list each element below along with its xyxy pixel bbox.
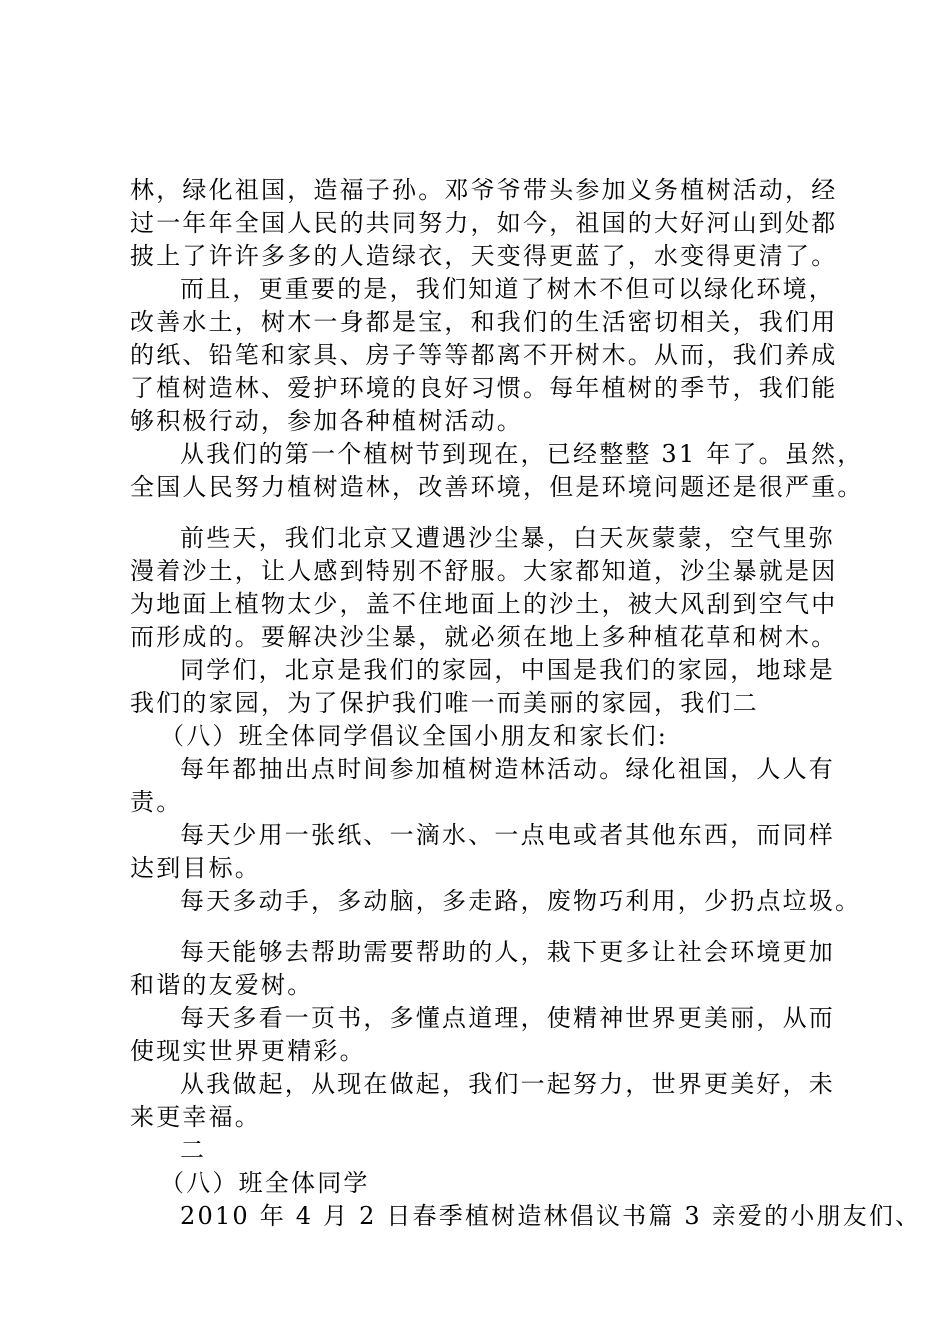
text-line: 林，绿化祖国，造福子孙。邓爷爷带头参加义务植树活动，经 — [130, 176, 838, 204]
text-line: （八）班全体同学倡议全国小朋友和家长们: — [160, 722, 669, 750]
text-line: 我们的家园，为了保护我们唯一而美丽的家园，我们二 — [130, 689, 759, 717]
text-line: 披上了许许多多的人造绿衣，天变得更蓝了，水变得更清了。 — [130, 242, 838, 270]
text-line: 过一年年全国人民的共同努力，如今，祖国的大好河山到处都 — [130, 209, 838, 237]
text-line: 使现实世界更精彩。 — [130, 1037, 366, 1065]
text-line: 的纸、铅笔和家具、房子等等都离不开树木。从而，我们养成 — [130, 341, 838, 369]
text-line: 前些天，我们北京又遭遇沙尘暴，白天灰蒙蒙，空气里弥 — [180, 524, 835, 552]
text-line: 同学们，北京是我们的家园，中国是我们的家园，地球是 — [180, 656, 835, 684]
text-line: 责。 — [130, 788, 183, 816]
text-line: 来更幸福。 — [130, 1103, 261, 1131]
text-line: 每天能够去帮助需要帮助的人，栽下更多让社会环境更加 — [180, 938, 835, 966]
text-line: 每天多动手，多动脑，多走路，废物巧利用，少扔点垃圾。 — [180, 887, 862, 915]
text-line: 改善水土，树木一身都是宝，和我们的生活密切相关，我们用 — [130, 308, 838, 336]
text-line: （八）班全体同学 — [160, 1169, 370, 1197]
text-line: 为地面上植物太少，盖不住地面上的沙土，被大风刮到空气中 — [130, 590, 838, 618]
text-line: 而形成的。要解决沙尘暴，就必须在地上多种植花草和树木。 — [130, 623, 838, 651]
text-line: 而且，更重要的是，我们知道了树木不但可以绿化环境， — [180, 275, 835, 303]
text-line: 从我做起，从现在做起，我们一起努力，世界更美好，未 — [180, 1070, 835, 1098]
text-line: 和谐的友爱树。 — [130, 971, 314, 999]
text-line: 每天多看一页书，多懂点道理，使精神世界更美丽，从而 — [180, 1004, 835, 1032]
text-line: 了植树造林、爱护环境的良好习惯。每年植树的季节，我们能 — [130, 374, 838, 402]
text-line: 从我们的第一个植树节到现在，已经整整 31 年了。虽然， — [180, 440, 864, 468]
text-line: 够积极行动，参加各种植树活动。 — [130, 407, 523, 435]
text-line: 二 — [180, 1136, 207, 1164]
text-line: 达到目标。 — [130, 854, 261, 882]
text-line: 每天少用一张纸、一滴水、一点电或者其他东西，而同样 — [180, 821, 835, 849]
text-line: 漫着沙土，让人感到特别不舒服。大家都知道，沙尘暴就是因 — [130, 557, 838, 585]
text-line: 2010 年 4 月 2 日春季植树造林倡议书篇 3 亲爱的小朋友们、 — [180, 1202, 922, 1230]
text-line: 每年都抽出点时间参加植树造林活动。绿化祖国，人人有 — [180, 755, 835, 783]
text-line: 全国人民努力植树造林，改善环境，但是环境问题还是很严重。 — [130, 473, 864, 501]
